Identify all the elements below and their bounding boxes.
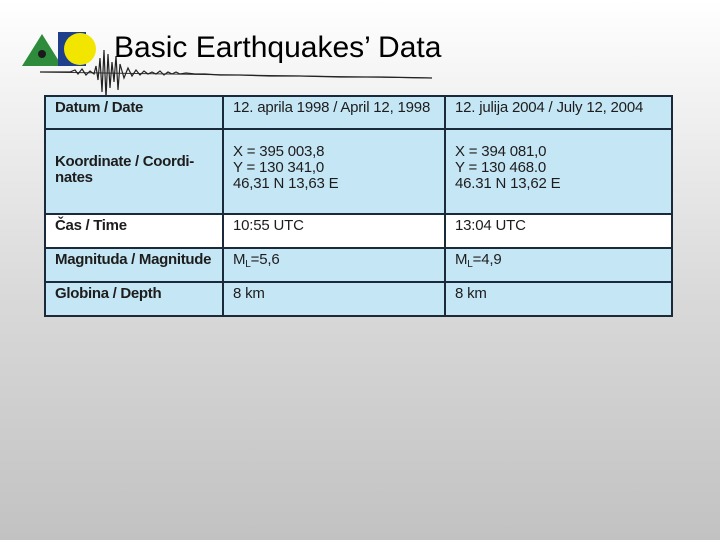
slide-title: Basic Earthquakes’ Data	[114, 31, 442, 64]
row-label-magnitude: Magnituda / Magnitude	[45, 248, 223, 282]
row-label-depth: Globina / Depth	[45, 282, 223, 316]
date-eq-2004: 12. julija 2004 / July 12, 2004	[445, 96, 672, 129]
magnitude-eq-2004: $M_L=4,9$	[445, 248, 672, 282]
table-row-coordinates	[45, 129, 672, 214]
table-row-depth	[45, 282, 672, 316]
time-eq-2004: 13:04 UTC	[445, 214, 672, 248]
depth-eq-2004: 8 km	[445, 282, 672, 316]
magnitude-eq-1998: $M_L=5,6$	[223, 248, 445, 282]
table-row-magnitude	[45, 248, 672, 282]
depth-eq-1998: 8 km	[223, 282, 445, 316]
coordinates-eq-2004: X = 394 081,0 Y = 130 468.0 46.31 N 13,62 E	[445, 129, 672, 214]
time-eq-1998: 10:55 UTC	[223, 214, 445, 248]
row-label-coordinates: Koordinate / Coordi- nates	[45, 129, 223, 214]
date-eq-1998: 12. aprila 1998 / April 12, 1998	[223, 96, 445, 129]
row-label-date: Datum / Date	[45, 96, 223, 129]
table-row-date	[45, 96, 672, 129]
row-label-time: Čas / Time	[45, 214, 223, 248]
table-row-time	[45, 214, 672, 248]
coordinates-eq-1998: X = 395 003,8 Y = 130 341,0 46,31 N 13,63 E	[223, 129, 445, 214]
earthquake-data-table	[44, 95, 673, 317]
